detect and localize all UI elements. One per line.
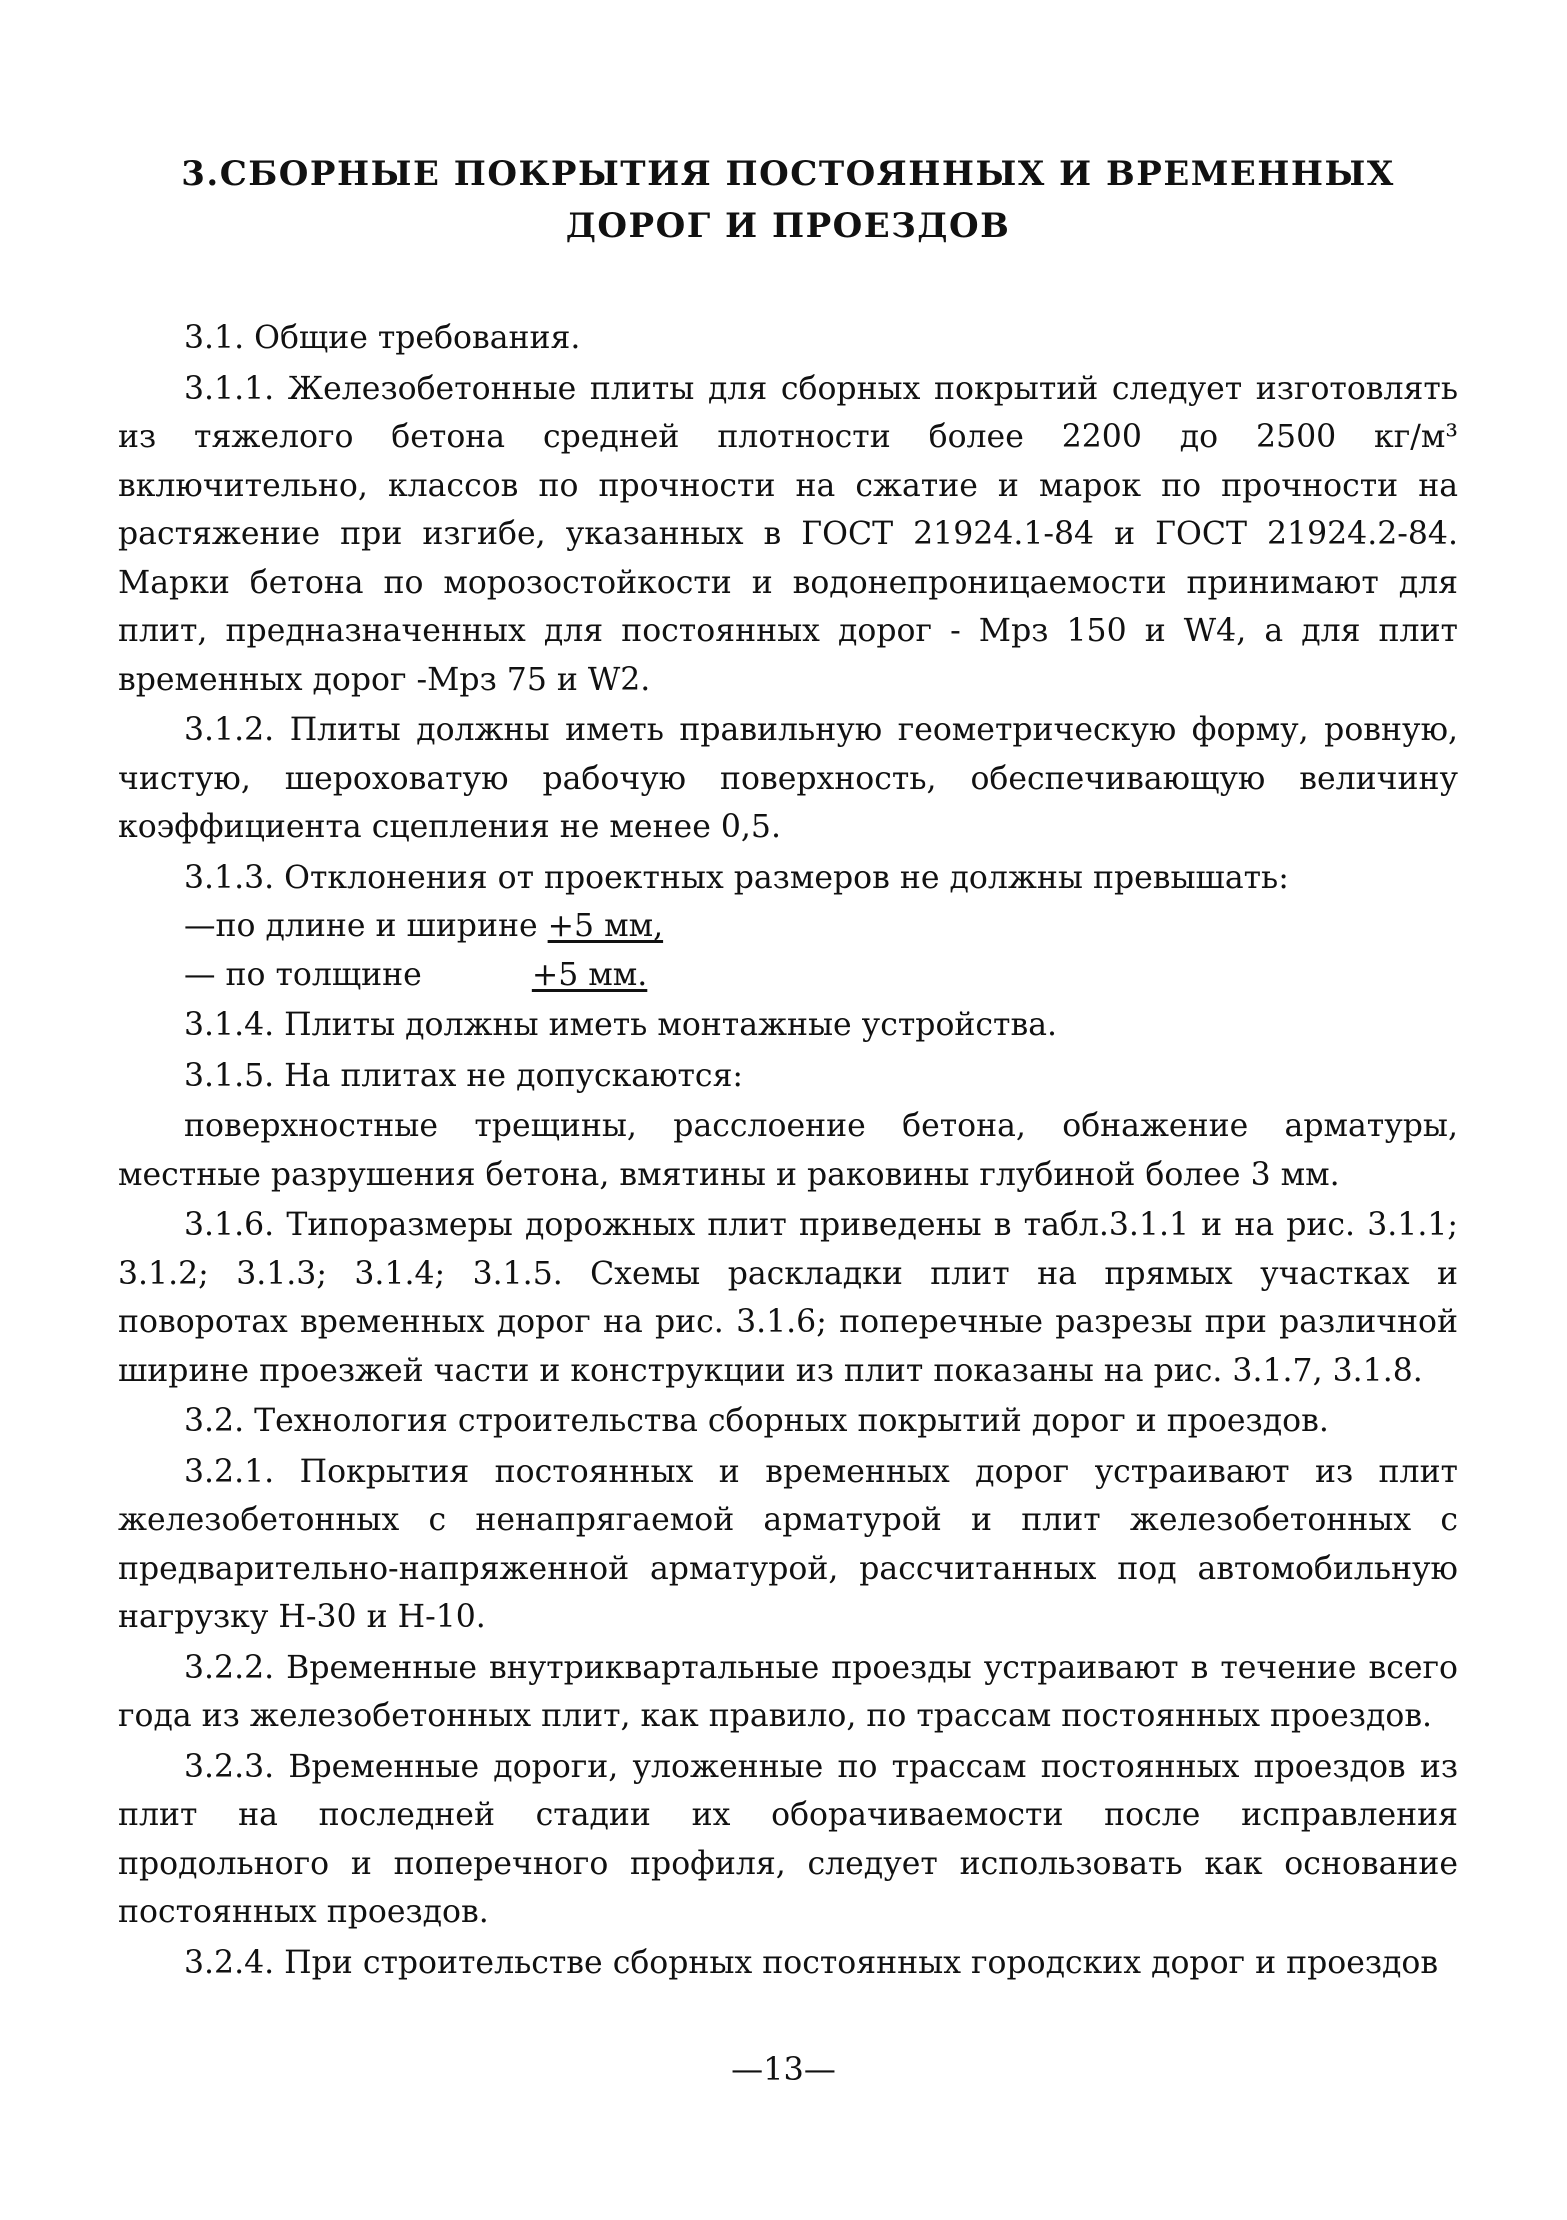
paragraph-3-1-1: 3.1.1. Железобетонные плиты для сборных покрытий следует изготовлять из тяжелого бетона средней плотности более 2200 до 2500 кг/м³ включительно, классов по прочности на сжатие и марок по прочности на растяжение при изгибе, указанных в ГОСТ 21924.1-84 и ГОСТ 21924.2-84. Марки бетона по морозостойкости и водонепроницаемости принимают для плит, предназначенных для постоянных дорог - Мрз 150 и W4, а для плит временных дорог -Мрз 75 и W2.: [118, 370, 1458, 698]
title-line-2: ДОРОГ И ПРОЕЗДОВ: [565, 206, 1011, 246]
page-number: —13—: [731, 2050, 836, 2088]
paragraph-3-1-5-text: поверхностные трещины, расслоение бетона, обнажение арматуры, местные разрушения бетона, вмятины и раковины глубиной более 3 мм.: [118, 1108, 1458, 1193]
paragraph-3-1-6: 3.1.6. Типоразмеры дорожных плит приведены в табл.3.1.1 и на рис. 3.1.1; 3.1.2; 3.1.3; 3.1.4; 3.1.5. Схемы раскладки плит на прямых участках и поворотах временных дорог на рис. 3.1.6; поперечные разрезы при различной ширине проезжей части и конструкции из плит показаны на рис. 3.1.7, 3.1.8.: [118, 1207, 1458, 1389]
deviation-thickness-value: +5 мм.: [531, 956, 648, 993]
title-line-1: 3.СБОРНЫЕ ПОКРЫТИЯ ПОСТОЯННЫХ И ВРЕМЕННЫХ: [181, 154, 1395, 194]
paragraph-3-1-5: 3.1.5. На плитах не допускаются:: [184, 1057, 744, 1094]
paragraph-3-1-3: 3.1.3. Отклонения от проектных размеров не должны превышать:: [184, 859, 1289, 896]
deviation-length-width: [118, 902, 1458, 951]
document-page: [118, 148, 1458, 1987]
deviation-length-width-label: —по длине и ширине: [184, 908, 548, 944]
paragraph-3-1-2: 3.1.2. Плиты должны иметь правильную геометрическую форму, ровную, чистую, шероховатую рабочую поверхность, обеспечивающую величину коэффициента сцепления не менее 0,5.: [118, 712, 1458, 845]
section-title: [118, 148, 1458, 252]
deviation-length-width-value: +5 мм,: [547, 908, 664, 944]
paragraph-3-1: 3.1. Общие требования.: [184, 320, 581, 356]
paragraph-3-2-1: 3.2.1. Покрытия постоянных и временных дорог устраивают из плит железобетонных с ненапрягаемой арматурой и плит железобетонных с предварительно-напряженной арматурой, рассчитанных под автомобильную нагрузку Н-30 и Н-10.: [118, 1453, 1458, 1635]
deviation-thickness-label: — по толщине: [184, 956, 432, 993]
paragraph-3-2: 3.2. Технология строительства сборных покрытий дорог и проездов.: [184, 1403, 1329, 1439]
paragraph-3-2-3: 3.2.3. Временные дороги, уложенные по трассам постоянных проездов из плит на последней стадии их оборачиваемости после исправления продольного и поперечного профиля, следует использовать как основание постоянных проездов.: [118, 1748, 1458, 1930]
deviation-thickness: [118, 951, 1458, 1000]
paragraph-3-1-4: 3.1.4. Плиты должны иметь монтажные устройства.: [184, 1007, 1058, 1043]
paragraph-3-2-4: 3.2.4. При строительстве сборных постоянных городских дорог и проездов: [184, 1944, 1439, 1981]
paragraph-3-2-2: 3.2.2. Временные внутриквартальные проезды устраивают в течение всего года из железобетонных плит, как правило, по трассам постоянных проездов.: [118, 1649, 1458, 1734]
